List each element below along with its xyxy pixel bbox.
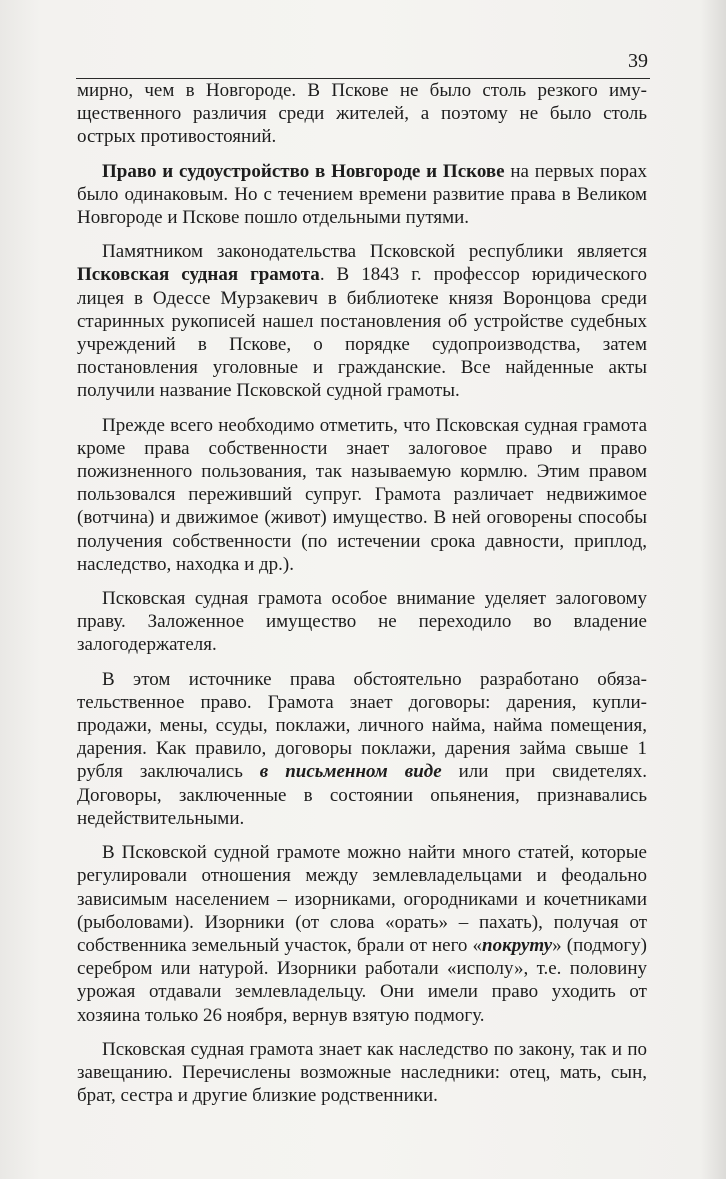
page-header xyxy=(76,50,650,79)
bold-text-run: Псковская судная грамота xyxy=(77,264,320,286)
text-run: Псковская судная грамота особое внимание уделяет залоговому праву. Заложенное имущество не переходило во владение залогодержателя. xyxy=(77,588,647,656)
paragraph xyxy=(77,79,647,149)
bold-italic-text-run: покруту xyxy=(482,934,553,956)
paragraph xyxy=(77,1038,647,1108)
paragraph xyxy=(77,587,647,657)
text-run: или при свидетелях. Договоры, заключенные в состоянии опьянения, признавались недействительными. xyxy=(77,761,647,829)
paragraph xyxy=(77,160,647,230)
paragraph xyxy=(77,414,647,576)
paragraph xyxy=(77,240,647,402)
text-run: мирно, чем в Новгороде. В Пскове не было столь резкого имущественного различия среди жителей, а поэтому не было столь острых противостояний. xyxy=(77,80,647,148)
text-run: В Псковской судной грамоте можно найти много статей, которые регулировали отношения между землевладельцами и феодально зависимым населением – изорниками, огородниками и кочетниками (рыболовами). Изорники (от слова «орать» – пахать), получая от собственника земельный участок, брали от него « xyxy=(77,842,647,956)
text-run: на первых порах было одинаковым. Но с течением времени развитие права в Великом Новгороде и Пскове пошло отдельными путями. xyxy=(77,160,647,229)
text-run: » (подмогу) серебром или натурой. Изорники работали «исполу», т.е. половину урожая отдавали землевладельцу. Они имели право уходить от хозяина только 26 ноября, вернув взятую подмогу. xyxy=(77,934,648,1026)
paragraph xyxy=(77,841,647,1027)
text-run: Памятником законодательства Псковской республики является xyxy=(102,241,647,263)
text-run: Прежде всего необходимо отметить, что Псковская судная грамота кроме права собственности знает залоговое право и право пожизненного пользования, так называемую кормлю. Этим правом пользовался переживший супруг. Грамота различает недвижимое (вотчина) и движимое (живот) имущество. В ней оговорены способы получения собственности (по истечении срока давности, приплод, наследство, находка и др.). xyxy=(77,414,647,575)
bold-text-run: Право и судоустройство в Новгороде и Пскове xyxy=(102,160,505,182)
page-body xyxy=(77,79,647,1118)
text-run: . В 1843 г. профессор юридического лицея в Одессе Мурзакевич в библиотеке князя Воронцова среди старинных рукописей нашел постановления об устройстве судебных учреждений в Пскове, о порядке судопроизводства, затем постановления уголовные и гражданские. Все найденные акты получили название Псковской судной грамоты. xyxy=(77,264,647,402)
paragraph xyxy=(77,668,647,830)
text-run: В этом источнике права обстоятельно разработано обязательственное право. Грамота знает договоры: дарения, купли-продажи, мены, ссуды, поклажи, личного найма, найма помещения, дарения. Как правило, договоры поклажи, дарения займа свыше 1 рубля заключались xyxy=(77,668,647,783)
page-number: 39 xyxy=(628,50,648,72)
text-run: Псковская судная грамота знает как наследство по закону, так и по завещанию. Перечислены возможные наследники: отец, мать, сын, брат, сестра и другие близкие родственники. xyxy=(77,1038,647,1107)
bold-italic-text-run: в письменном виде xyxy=(259,761,442,783)
